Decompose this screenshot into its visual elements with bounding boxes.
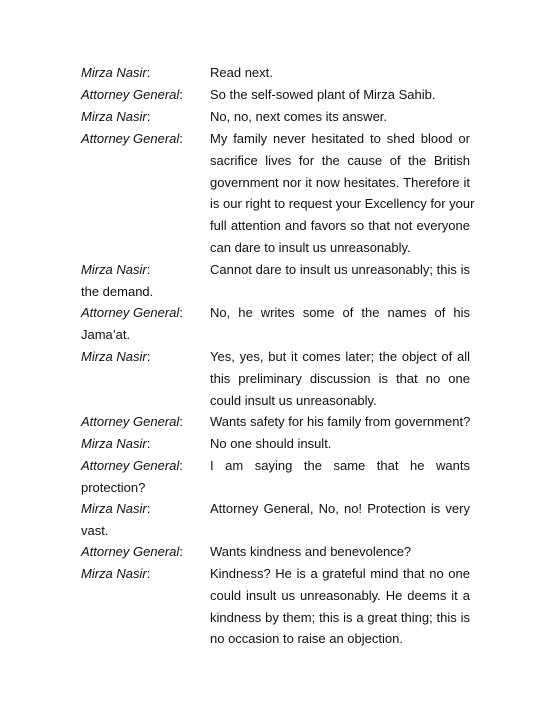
transcript-entry [81,498,470,542]
speech-text: Read next. [210,65,273,80]
speech-text: Kindness? He is a grateful mind that no one could insult us unreasonably. He deems it a kindness by them; this is a great thing; this is no occasion to raise an objection. [210,566,470,647]
speech-text: No one should insult. [210,436,332,451]
transcript-entry [81,541,470,563]
transcript-entry [81,455,470,499]
speaker-name: Attorney General: [81,544,183,559]
speech-continuation: protection? [81,479,146,495]
speech-continuation: Jama’at. [81,326,131,342]
speech-text: Wants kindness and benevolence? [210,544,412,559]
speaker-name: Mirza Nasir: [81,349,151,364]
transcript-entry [81,433,470,455]
speech-text: My family never hesitated to shed blood or sacrifice lives for the cause of the British government nor it now hesitates. Therefore it is our right to request your Excellency for your full attention and favors so that not everyone can dare to insult us unreasonably. [210,131,475,255]
transcript-entry [81,259,470,303]
transcript-entry [81,411,470,433]
transcript-entry [81,128,475,259]
speaker-name: Mirza Nasir: [81,436,151,451]
transcript-entry [81,84,470,106]
transcript-entry [81,563,470,650]
speech-text: No, he writes some of the names of his [210,305,470,320]
transcript-entry [81,346,470,411]
speaker-name: Attorney General: [81,414,183,429]
speaker-name: Mirza Nasir: [81,65,151,80]
speech-text: Cannot dare to insult us unreasonably; this is [210,262,470,277]
speech-continuation: the demand. [81,283,154,299]
transcript-entry [81,62,470,84]
speaker-name: Attorney General: [81,131,183,146]
speaker-name: Attorney General: [81,458,183,473]
speaker-name: Mirza Nasir: [81,109,151,124]
speaker-name: Attorney General: [81,305,183,320]
speech-continuation: vast. [81,522,109,538]
speech-text: Yes, yes, but it comes later; the object of all this preliminary discussion is that no one could insult us unreasonably. [210,349,470,408]
transcript-entry [81,106,470,128]
speech-text: So the self-sowed plant of Mirza Sahib. [210,87,436,102]
speaker-name: Mirza Nasir: [81,262,151,277]
speaker-name: Attorney General: [81,87,183,102]
speaker-name: Mirza Nasir: [81,566,151,581]
transcript-entry [81,302,470,346]
speech-text: I am saying the same that he wants [210,458,470,473]
speech-text: No, no, next comes its answer. [210,109,388,124]
speech-text: Attorney General, No, no! Protection is very [210,501,470,516]
speaker-name: Mirza Nasir: [81,501,151,516]
speech-text: Wants safety for his family from government? [210,414,471,429]
